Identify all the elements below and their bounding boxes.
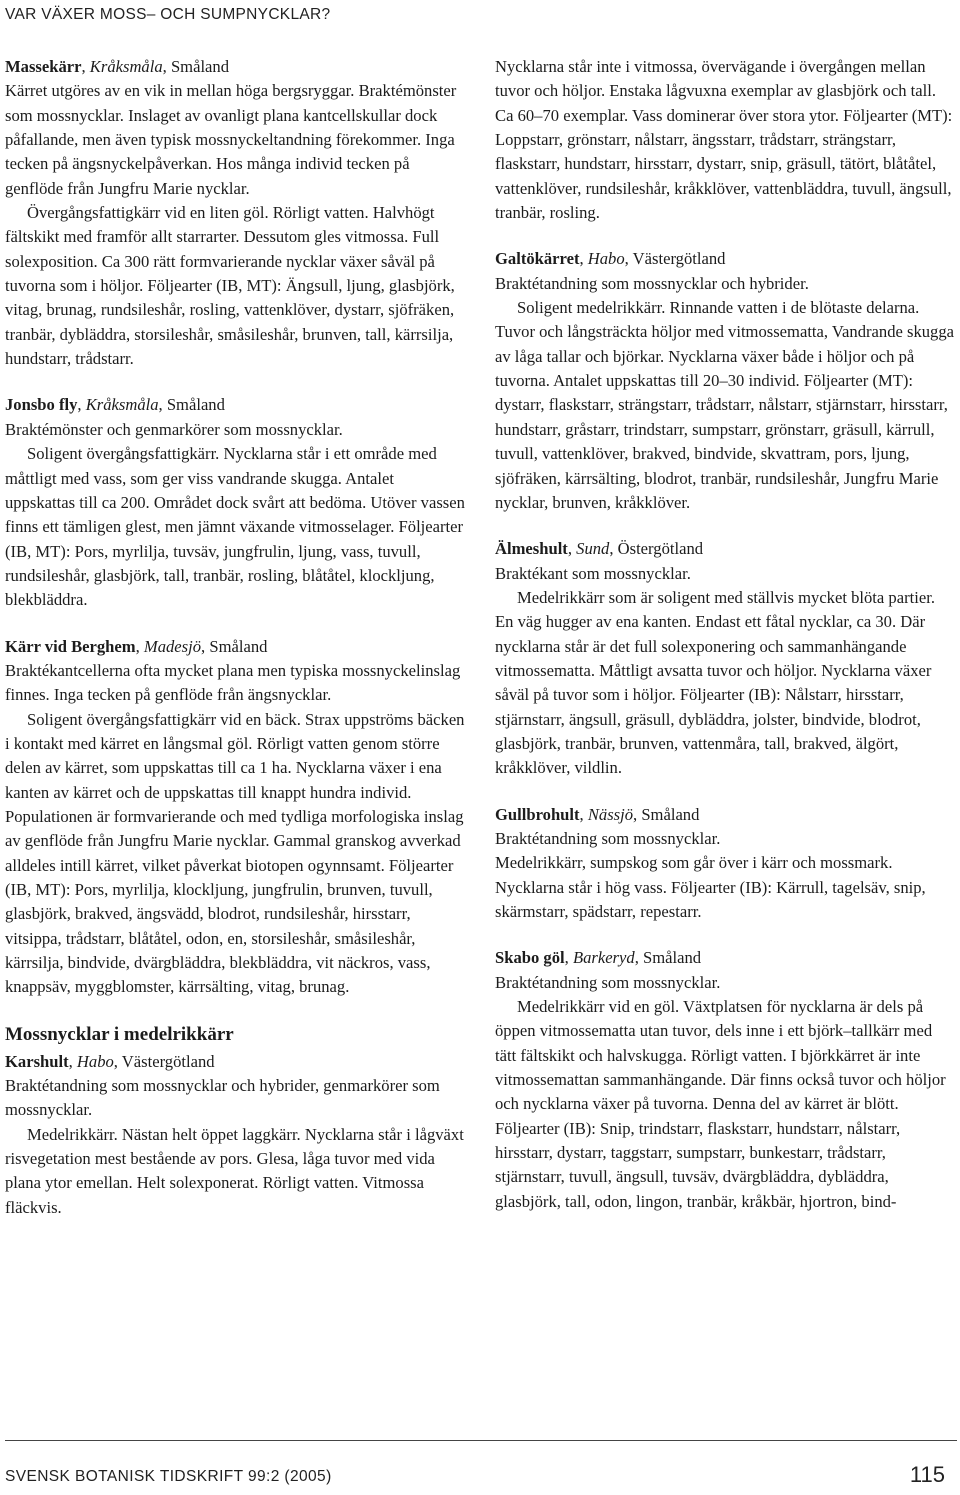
entry-habitat: Soligent medelrikkärr. Rinnande vatten i de blötaste delarna. Tuvor och långsträckta höljor med vitmossematta, Vandrande skugga av låga tallar och björkar. Nycklarna växer både i höljor och på tuvorna. Antalet uppskattas till 20–30 individ. Följearter (MT): dystarr, flaskstarr, strängstarr, trådstarr, nålstarr, stjärnstarr, hirsstarr, hundstarr, gråstarr, trindstarr, sumpstarr, grönstarr, gräsull, kärrull, tuvull, vattenklöver, brakved, bindvide, skvattram, pors, ljung, sjöfräken, kärrsälting, blodrot, tranbär, rundsileshår, Jungfru Marie nycklar, brunven, kråkklöver. [495,298,955,512]
footer-rule [5,1440,957,1441]
province-name: Småland [642,948,702,968]
parish-name: Habo [76,1051,114,1071]
running-head: VAR VÄXER MOSS– OCH SUMPNYCKLAR? [5,6,331,23]
entry-description: Braktétandning som mossnycklar och hybrider, genmarkörer som mossnycklar. [5,1076,440,1120]
province-name: Småland [209,636,268,656]
parish-name: Nässjö [587,804,634,824]
left-column [5,55,467,1242]
right-column [495,55,957,1236]
entry-description: Kärret utgöres av en vik in mellan höga bergsryggar. Braktémönster som mossnycklar. Inslaget av ovanligt plana kantcellskullar dock påfallande, men även typisk mossnyckeltandning förekommer. Inga tecken på ängsnyckelpåverkan. Hos många individ tecken på genflöde från Jungfru Marie nycklar. [5,81,457,198]
parish-name: Kråksmåla [89,57,163,76]
entry-gullbrohult [495,803,957,925]
parish-name: Barkeryd [572,948,635,968]
entry-description: Braktétandning som mossnycklar. [495,972,721,992]
entry-almeshult [495,537,957,780]
site-name: Jonsbo fly [5,395,78,415]
entry-jonsbo-fly [5,393,467,612]
site-name: Karshult [5,1051,69,1071]
parish-name: Sund [576,539,610,559]
entry-description: Braktékant som mossnycklar. [495,563,691,583]
entry-galtokarret [495,247,957,515]
province-name: Västergötland [121,1051,215,1071]
section-heading: Mossnycklar i medelrikkärr [5,1023,234,1045]
site-name: Galtökärret [495,249,580,269]
site-name: Massekärr [5,57,82,76]
province-name: Småland [641,804,700,824]
province-name: Småland [166,395,225,415]
entry-title: Karshult, Habo, Västergötland [5,1051,215,1071]
site-name: Älmeshult [495,539,568,559]
entry-karr-vid-berghem [5,635,467,1000]
entry-description: Braktétandning som mossnycklar och hybrider. [495,273,809,293]
entry-title: Massekärr, Kråksmåla, Småland [5,57,230,76]
entry-title: Galtökärret, Habo, Västergötland [495,249,726,269]
entry-title: Jonsbo fly, Kråksmåla, Småland [5,395,225,415]
province-name: Västergötland [632,249,726,269]
entry-habitat: Medelrikkärr som är soligent med ställvis mycket blöta partier. En väg hugger av ena kanten. Endast ett fåtal nycklar, ca 30. Där nycklarna står är det full solexponering och sammanhängande vitmossematta. Måttligt avsatta tuvor och höljor. Nycklarna växer såväl på tuvor som i höljor. Följearter (IB): Nålstarr, hirsstarr, stjärnstarr, ängsull, gräsull, dybläddra, jolster, bindvide, blodrot, glasbjörk, tranbär, brunven, vattenmåra, tall, brakved, älgört, kråkklöver, vildlin. [495,587,935,778]
province-name: Östergötland [617,539,704,559]
entry-continuation: Nycklarna står inte i vitmossa, övervägande i övergången mellan tuvor och höljor. Enstaka lågvuxna exemplar av glasbjörk och tall. Ca 60–70 exemplar. Vass dominerar över stora ytor. Följearter (MT): Loppstarr, grönstarr, nålstarr, ängsstarr, trådstarr, strängstarr, flaskstarr, hundstarr, hirsstarr, dystarr, snip, gräsull, tätört, blåtåtel, vattenklöver, rundsileshår, kråkklöver, vattenbläddra, tuvull, ängsull, tranbär, rosling. [495,57,953,223]
parish-name: Kråksmåla [85,395,159,415]
entry-habitat: Soligent övergångsfattigkärr. Nycklarna står i ett område med måttligt med vass, som ger viss vandrande skugga. Antalet uppskattas till ca 200. Området dock svårt att bedöma. Utöver vassen finns ett tämligen glest, men jämnt växande vitmosselager. Följearter (IB, MT): Pors, myrlilja, tuvsäv, jungfrulin, ljung, vass, tuvull, rundsileshår, glasbjörk, tall, tranbär, rosling, blåtåtel, klockljung, blekbläddra. [5,444,465,610]
province-name: Småland [170,57,230,76]
entry-title: Älmeshult, Sund, Östergötland [495,539,704,559]
entry-karshult-continued [495,55,957,225]
page-number: 115 [909,1462,945,1487]
entry-description: Braktékantcellerna ofta mycket plana men typiska mossnyckelinslag finnes. Inga tecken på genflöde från ängsnycklar. [5,660,461,705]
entry-skabo-gol [495,946,957,1214]
entry-habitat: Medelrikkärr. Nästan helt öppet laggkärr. Nycklarna står i lågväxt risvegetation mest bestående av pors. Glesa, låga tuvor med vida plana ytor emellan. Helt solexponerat. Rörligt vatten. Vitmossa fläckvis. [5,1124,464,1217]
entry-title: Gullbrohult, Nässjö, Småland [495,804,700,824]
entry-karshult [5,1050,467,1220]
entry-description: Braktémönster och genmarkörer som mossnycklar. [5,419,343,439]
entry-massekarr [5,55,467,371]
site-name: Skabo göl [495,948,565,968]
journal-name: SVENSK BOTANISK TIDSKRIFT 99:2 (2005) [5,1468,332,1485]
entry-title: Kärr vid Berghem, Madesjö, Småland [5,636,268,656]
site-name: Gullbrohult [495,804,580,824]
entry-habitat: Övergångsfattigkärr vid en liten göl. Rörligt vatten. Halvhögt fältskikt med framför allt starrarter. Dessutom gles vitmossa. Full solexposition. Ca 300 rätt formvarierande nycklar växer såväl på tuvorna som i höljor. Följearter (IB, MT): Ängsull, ljung, glasbjörk, vitag, brunag, rundsileshår, rosling, vattenklöver, dystarr, sjöfräken, tranbär, dybläddra, storsileshår, småsileshår, brunven, tall, kärrsilja, hundstarr, trådstarr. [5,203,455,369]
parish-name: Habo [587,249,625,269]
entry-title: Skabo göl, Barkeryd, Småland [495,948,702,968]
site-name: Kärr vid Berghem [5,636,136,656]
parish-name: Madesjö [143,636,202,656]
entry-habitat: Medelrikkärr vid en göl. Växtplatsen för nycklarna är dels på öppen vitmossematta utan tuvor, dels inne i ett björk–tallkärr med tätt fältskikt och halvskugga. Rörligt vatten. I björkkärret är inte vitmossemattan sammanhängande. Där finns också tuvor och höljor och nycklarna växer på tuvorna. Denna del av kärret är blött. Följearter (IB): Snip, trindstarr, flaskstarr, hundstarr, nålstarr, hirsstarr, dystarr, taggstarr, sumpstarr, bunkestarr, trådstarr, stjärnstarr, tuvull, ängsull, tuvsäv, dvärgbläddra, dybläddra, glasbjörk, tall, odon, lingon, tranbär, kråkbär, hjortron, bind- [495,997,946,1211]
entry-habitat: Medelrikkärr, sumpskog som går över i kärr och mossmark. Nycklarna står i hög vass. Följearter (IB): Kärrull, tagelsäv, snip, skärmstarr, spädstarr, repestarr. [495,853,926,921]
entry-habitat: Soligent övergångsfattigkärr vid en bäck. Strax uppströms bäcken i kontakt med kärret en långsmal göl. Rörligt vatten genom större delen av kärret, som uppskattas till ca 1 ha. Nycklarna växer i ena kanten av kärret och de uppskattas till knappt hundra individ. Populationen är formvarierande och med tydliga morfologiska inslag av genflöde från Jungfru Marie nycklar. Gammal granskog avverkad alldeles intill kärret, vilket påverkat biotopen ogynnsamt. Följearter (IB, MT): Pors, myrlilja, klockljung, jungfrulin, brunven, tuvull, glasbjörk, brakved, ängsvädd, blodrot, rundsileshår, hirsstarr, vitsippa, trådstarr, blåtåtel, odon, en, storsileshår, småsileshår, kärrsilja, bindvide, dvärgbläddra, blekbläddra, vit näckros, vass, knappsäv, myggblomster, kärrsälting, vitag, brunag. [5,709,465,997]
entry-description: Braktétandning som mossnycklar. [495,828,721,848]
